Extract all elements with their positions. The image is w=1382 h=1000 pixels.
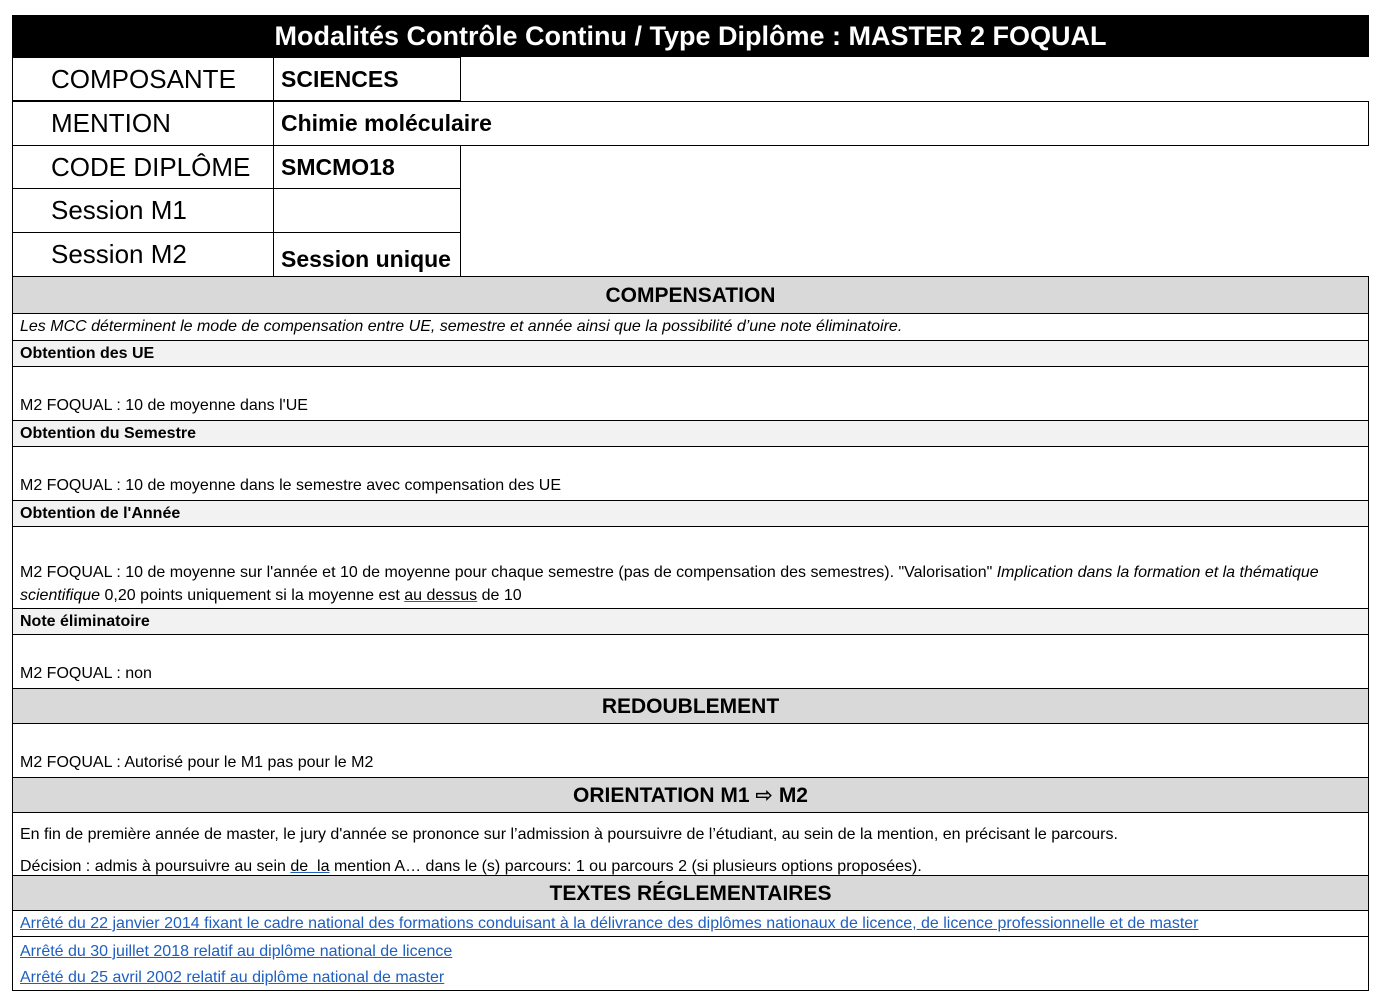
orientation-header: ORIENTATION M1 ⇨ M2 [12,777,1369,813]
annee-text-underlined: au dessus [404,587,478,604]
textes-reglementaires-header: TEXTES RÉGLEMENTAIRES [12,875,1369,911]
composante-label: COMPOSANTE [12,57,274,101]
orientation-text [12,813,1369,876]
composante-value: SCIENCES [273,57,461,101]
obtention-semestre-title: Obtention du Semestre [12,420,1369,447]
arrete-2018-link[interactable]: Arrêté du 30 juillet 2018 relatif au diplôme national de licence [20,943,453,960]
redoublement-header: REDOUBLEMENT [12,688,1369,724]
obtention-annee-title: Obtention de l'Année [12,500,1369,527]
obtention-ue-title: Obtention des UE [12,340,1369,367]
mention-label: MENTION [12,101,274,146]
obtention-semestre-text: M2 FOQUAL : 10 de moyenne dans le semestre avec compensation des UE [12,447,1369,500]
annee-text-italic: Implication dans la formation et la thématique scientifique [20,564,1319,604]
orientation-line-2-underlined: de la [290,858,330,875]
annee-text-part: de 10 [477,587,522,604]
mention-value: Chimie moléculaire [273,101,1369,146]
code-diplome-value: SMCMO18 [273,145,461,189]
redoublement-text: M2 FOQUAL : Autorisé pour le M1 pas pour le M2 [12,724,1369,777]
orientation-line-2-part: mention A… dans le (s) parcours: 1 ou parcours 2 (si plusieurs options proposées). [329,858,922,875]
session-m1-value [273,188,461,233]
arrete-2014-link[interactable]: Arrêté du 22 janvier 2014 fixant le cadre national des formations conduisant à la délivrance des diplômes nationaux de licence, de licence professionnelle et de master [20,915,1199,932]
obtention-annee-text [12,527,1369,608]
obtention-ue-text: M2 FOQUAL : 10 de moyenne dans l'UE [12,367,1369,421]
document-title: Modalités Contrôle Continu / Type Diplôme : MASTER 2 FOQUAL [12,15,1369,57]
session-m2-label: Session M2 [12,232,274,277]
orientation-line-2-part: Décision : admis à poursuivre au sein [20,858,291,875]
session-m2-value: Session unique [273,232,461,277]
code-diplome-label: CODE DIPLÔME [12,145,274,189]
annee-text-part: M2 FOQUAL : 10 de moyenne sur l'année et 10 de moyenne pour chaque semestre (pas de compensation des semestres). "Valorisation" [20,564,997,581]
texte-link-row [12,911,1369,937]
compensation-header: COMPENSATION [12,276,1369,314]
note-eliminatoire-text: M2 FOQUAL : non [12,635,1369,689]
note-eliminatoire-title: Note éliminatoire [12,608,1369,635]
session-m1-label: Session M1 [12,188,274,233]
orientation-line-1: En fin de première année de master, le jury d'année se prononce sur l’admission à poursuivre de l’étudiant, au sein de la mention, en précisant le parcours. [20,826,1118,843]
texte-link-row [12,937,1369,991]
annee-text-part: 0,20 points uniquement si la moyenne est [100,587,405,604]
compensation-intro: Les MCC déterminent le mode de compensation entre UE, semestre et année ainsi que la possibilité d’une note éliminatoire. [12,314,1369,340]
arrete-2002-link[interactable]: Arrêté du 25 avril 2002 relatif au diplôme national de master [20,969,445,986]
